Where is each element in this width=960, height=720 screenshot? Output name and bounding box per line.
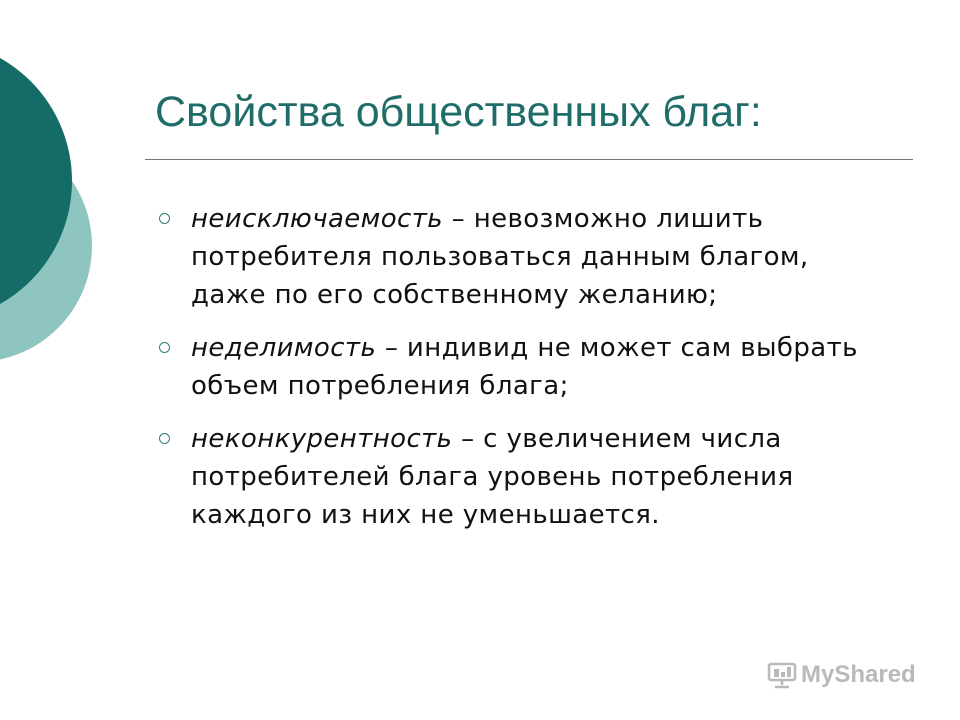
watermark-text: MyShared	[801, 661, 916, 688]
slide-title: Свойства общественных благ:	[155, 88, 762, 136]
bullet-description: – индивид не может сам выбрать объем потребления блага;	[191, 333, 858, 401]
presentation-screen-icon	[767, 661, 797, 689]
bullet-circle-icon	[159, 342, 170, 353]
bullet-item-nonrivalry	[155, 420, 875, 534]
bullet-term: неконкурентность	[191, 424, 453, 454]
bullet-list	[155, 200, 875, 549]
bullet-term: неисключаемость	[191, 204, 443, 234]
title-divider	[145, 159, 913, 160]
bullet-description: – с увеличением числа потребителей блага уровень потребления каждого из них не уменьшается.	[191, 424, 794, 530]
bullet-item-nonexcludability	[155, 200, 875, 314]
bullet-item-indivisibility	[155, 329, 875, 405]
bullet-term: неделимость	[191, 333, 377, 363]
myshared-watermark	[767, 660, 916, 690]
bullet-description: – невозможно лишить потребителя пользоваться данным благом, даже по его собственному желанию;	[191, 204, 809, 310]
bullet-circle-icon	[159, 433, 170, 444]
bullet-circle-icon	[159, 213, 170, 224]
